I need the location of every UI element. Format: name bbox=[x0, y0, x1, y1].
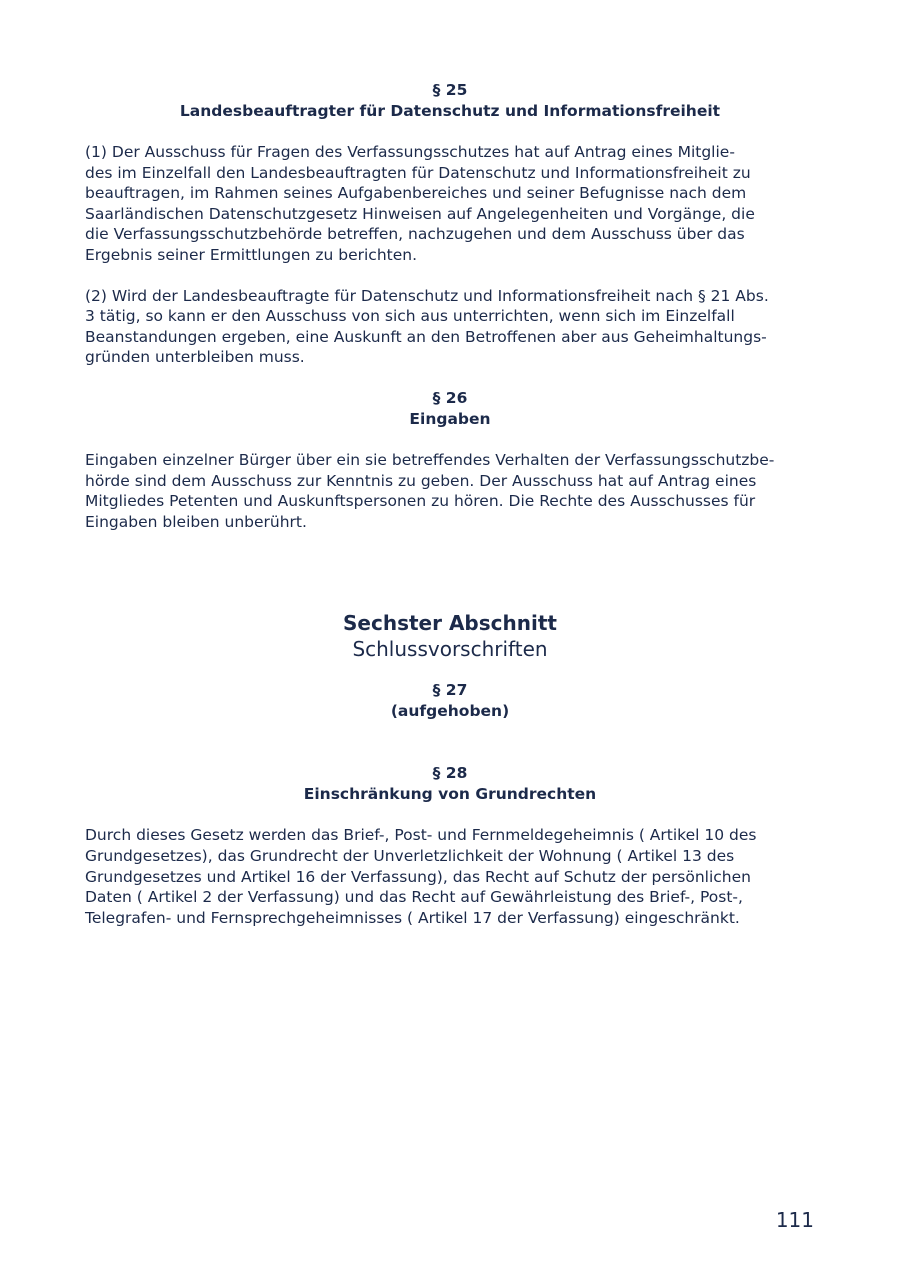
text-line: Beanstandungen ergeben, eine Auskunft an den Betroffenen aber aus Geheimhaltungs- bbox=[85, 327, 767, 346]
text-line: des im Einzelfall den Landesbeauftragten für Datenschutz und Informationsfreiheit zu bbox=[85, 163, 751, 182]
text-line: 3 tätig, so kann er den Ausschuss von sich aus unterrichten, wenn sich im Einzelfall bbox=[85, 307, 735, 326]
text-line: beauftragen, im Rahmen seines Aufgabenbereiches und seiner Befugnisse nach dem bbox=[85, 184, 747, 203]
text-line: gründen unterbleiben muss. bbox=[85, 348, 305, 367]
text-line: Eingaben einzelner Bürger über ein sie betreffendes Verhalten der Verfassungsschutzbe- bbox=[85, 450, 775, 469]
text-line: Ergebnis seiner Ermittlungen zu berichten. bbox=[85, 245, 418, 264]
section-26-number: § 26 bbox=[432, 388, 468, 407]
text-line: Daten ( Artikel 2 der Verfassung) und das Recht auf Gewährleistung des Brief-, Post-, bbox=[85, 888, 743, 907]
section-26-title: Eingaben bbox=[409, 409, 491, 428]
section-25-number: § 25 bbox=[432, 81, 468, 99]
section-27-title: (aufgehoben) bbox=[390, 702, 510, 721]
section-25-paragraph-1 bbox=[85, 142, 815, 266]
section-28-number: § 28 bbox=[432, 764, 468, 783]
text-line: (2) Wird der Landesbeauftragte für Datenschutz und Informationsfreiheit nach § 21 Abs. bbox=[85, 286, 769, 305]
section-25-paragraph-2 bbox=[85, 286, 815, 368]
text-line: Grundgesetzes und Artikel 16 der Verfassung), das Recht auf Schutz der persönlichen bbox=[85, 867, 751, 886]
text-line: Eingaben bleiben unberührt. bbox=[85, 512, 307, 531]
section-25-title: Landesbeauftragter für Datenschutz und Informationsfreiheit bbox=[179, 102, 721, 120]
document-page bbox=[85, 80, 815, 928]
text-line: Durch dieses Gesetz werden das Brief-, Post- und Fernmeldegeheimnis ( Artikel 10 des bbox=[85, 826, 757, 845]
chapter-title: Sechster Abschnitt bbox=[343, 611, 557, 636]
chapter-subtitle: Schlussvorschriften bbox=[352, 637, 548, 662]
page-number: 111 bbox=[775, 1208, 814, 1232]
text-line: (1) Der Ausschuss für Fragen des Verfassungsschutzes hat auf Antrag eines Mitglie- bbox=[85, 143, 735, 161]
section-26-paragraph-1 bbox=[85, 450, 815, 532]
section-28-paragraph-1 bbox=[85, 825, 815, 928]
text-line: die Verfassungsschutzbehörde betreffen, nachzugehen und dem Ausschuss über das bbox=[85, 225, 745, 244]
text-line: Saarländischen Datenschutzgesetz Hinweisen auf Angelegenheiten und Vorgänge, die bbox=[85, 204, 755, 223]
section-27-number: § 27 bbox=[432, 681, 468, 700]
text-line: Grundgesetzes), das Grundrecht der Unverletzlichkeit der Wohnung ( Artikel 13 des bbox=[85, 846, 735, 865]
section-28-title: Einschränkung von Grundrechten bbox=[303, 785, 597, 804]
text-line: Mitgliedes Petenten und Auskunftspersonen zu hören. Die Rechte des Ausschusses für bbox=[85, 492, 756, 511]
text-line: Telegrafen- und Fernsprechgeheimnisses ( Artikel 17 der Verfassung) eingeschränkt. bbox=[85, 908, 740, 927]
text-line: hörde sind dem Ausschuss zur Kenntnis zu geben. Der Ausschuss hat auf Antrag eines bbox=[85, 471, 757, 490]
